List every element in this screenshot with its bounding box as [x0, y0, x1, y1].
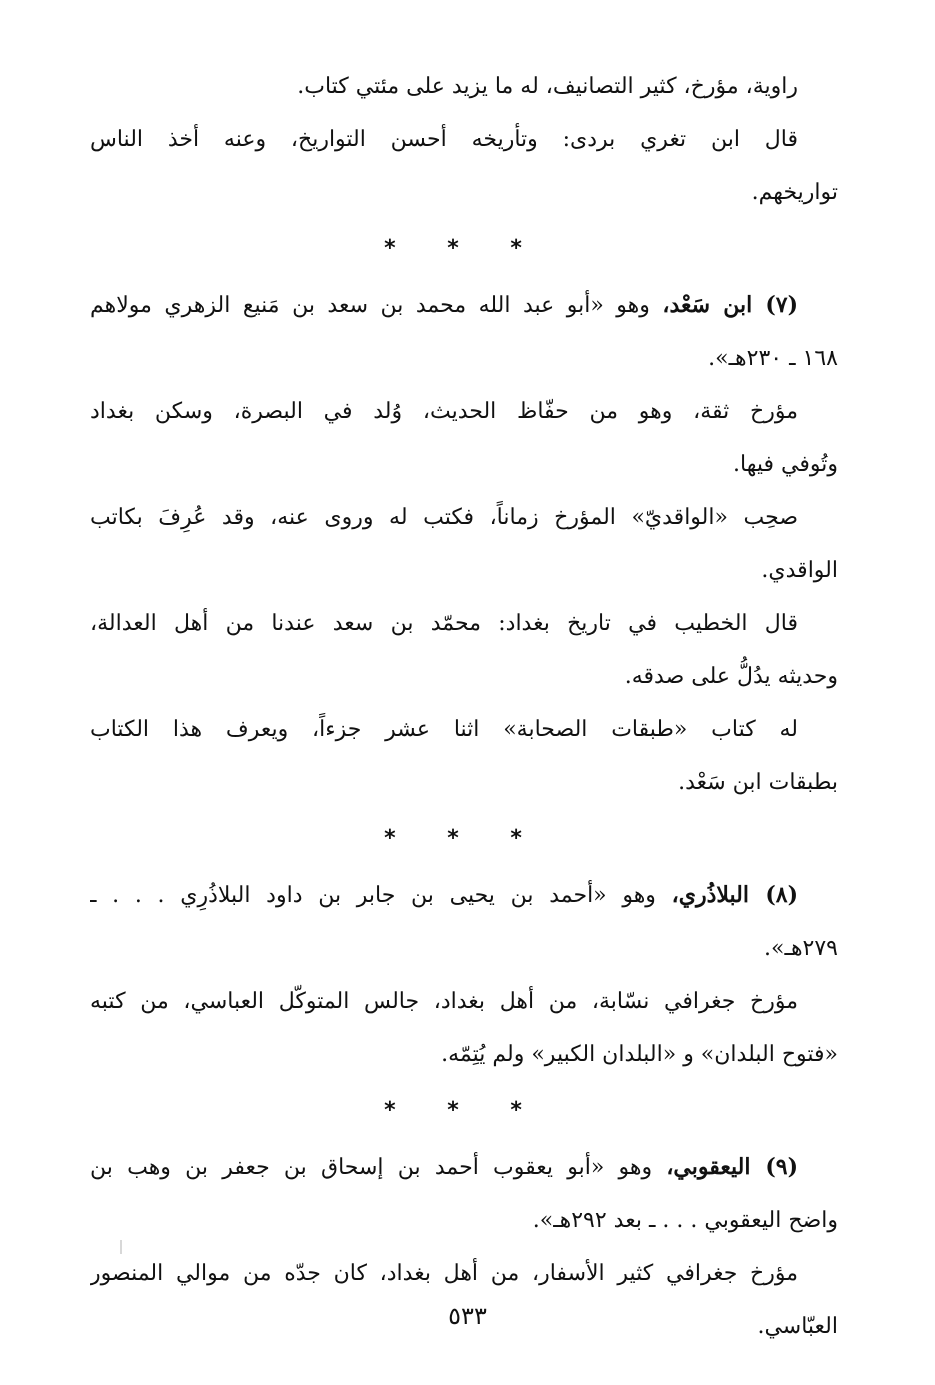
- entry-title: (٨) البلاذُري،: [671, 882, 798, 908]
- text-line: قال ابن تغري بردى: وتأريخه أحسن التواريخ، وعنه أخذ الناس: [90, 127, 798, 152]
- text-line: قال الخطيب في تاريخ بغداد: محمّد بن سعد عندنا من أهل العدالة،: [90, 611, 798, 636]
- text-line: العبّاسي.: [757, 1314, 838, 1339]
- entry-title: (٧) ابن سَعْد،: [662, 292, 799, 318]
- paragraph-rawiya: [90, 60, 838, 113]
- scan-mark: [120, 1240, 122, 1254]
- text-line: واضح اليعقوبي . . . ـ بعد ٢٩٢هـ».: [532, 1208, 838, 1233]
- paragraph-baladhuri: [90, 975, 838, 1081]
- entry-title-rest: وهو «أحمد بن يحيى بن جابر بن داود البلاذُرِي . . . ـ: [90, 883, 672, 908]
- text-line: له كتاب «طبقات الصحابة» اثنا عشر جزءاً، ويعرف هذا الكتاب: [90, 717, 798, 742]
- paragraph-ibn-saad-4: [90, 703, 838, 809]
- text-line: مؤرخ جغرافي نسّابة، من أهل بغداد، جالس المتوكّل العباسي، من كتبه: [90, 989, 798, 1014]
- paragraph-ibn-saad-1: [90, 385, 838, 491]
- text-line: [90, 279, 838, 332]
- text-line: وتُوفي فيها.: [733, 452, 838, 477]
- entry-ibn-saad-heading: [90, 279, 838, 385]
- section-separator: * * *: [384, 236, 544, 261]
- paragraph-ibn-saad-2: [90, 491, 838, 597]
- entry-yaqubi-heading: [90, 1141, 838, 1247]
- section-separator: * * *: [384, 1098, 544, 1123]
- entry-title-rest: وهو «أبو يعقوب أحمد بن إسحاق بن جعفر بن وهب بن: [90, 1155, 667, 1180]
- text-line: [90, 1141, 838, 1194]
- paragraph-ibn-taghri-birdi: [90, 113, 838, 219]
- text-line: صحِب «الواقديّ» المؤرخ زماناً، فكتب له وروى عنه، وقد عُرِفَ بكاتب: [90, 505, 798, 530]
- text-line: تواريخهم.: [751, 180, 838, 205]
- text-line: ٢٧٩هـ».: [764, 936, 838, 961]
- paragraph-yaqubi: [90, 1247, 838, 1353]
- section-separator: * * *: [384, 826, 544, 851]
- text-line: راوية، مؤرخ، كثير التصانيف، له ما يزيد على مئتي كتاب.: [297, 74, 798, 99]
- text-line: [90, 869, 838, 922]
- text-line: الواقدي.: [761, 558, 838, 583]
- text-line: ١٦٨ ـ ٢٣٠هـ».: [708, 346, 838, 371]
- entry-title: (٩) اليعقوبي،: [666, 1154, 798, 1180]
- paragraph-ibn-saad-3: [90, 597, 838, 703]
- page-body: [90, 60, 838, 1353]
- text-line: بطبقات ابن سَعْد.: [678, 770, 838, 795]
- text-line: «فتوح البلدان» و «البلدان الكبير» ولم يُتِمّه.: [441, 1042, 838, 1067]
- text-line: مؤرخ ثقة، وهو من حفّاظ الحديث، وُلد في البصرة، وسكن بغداد: [90, 399, 798, 424]
- text-line: مؤرخ جغرافي كثير الأسفار، من أهل بغداد، كان جدّه من موالي المنصور: [90, 1261, 798, 1286]
- entry-title-rest: وهو «أبو عبد الله محمد بن سعد بن مَنيع الزهري مولاهم: [90, 293, 663, 318]
- entry-baladhuri-heading: [90, 869, 838, 975]
- page-number: ٥٣٣: [448, 1302, 487, 1330]
- text-line: وحديثه يدُلُّ على صدقه.: [624, 664, 838, 689]
